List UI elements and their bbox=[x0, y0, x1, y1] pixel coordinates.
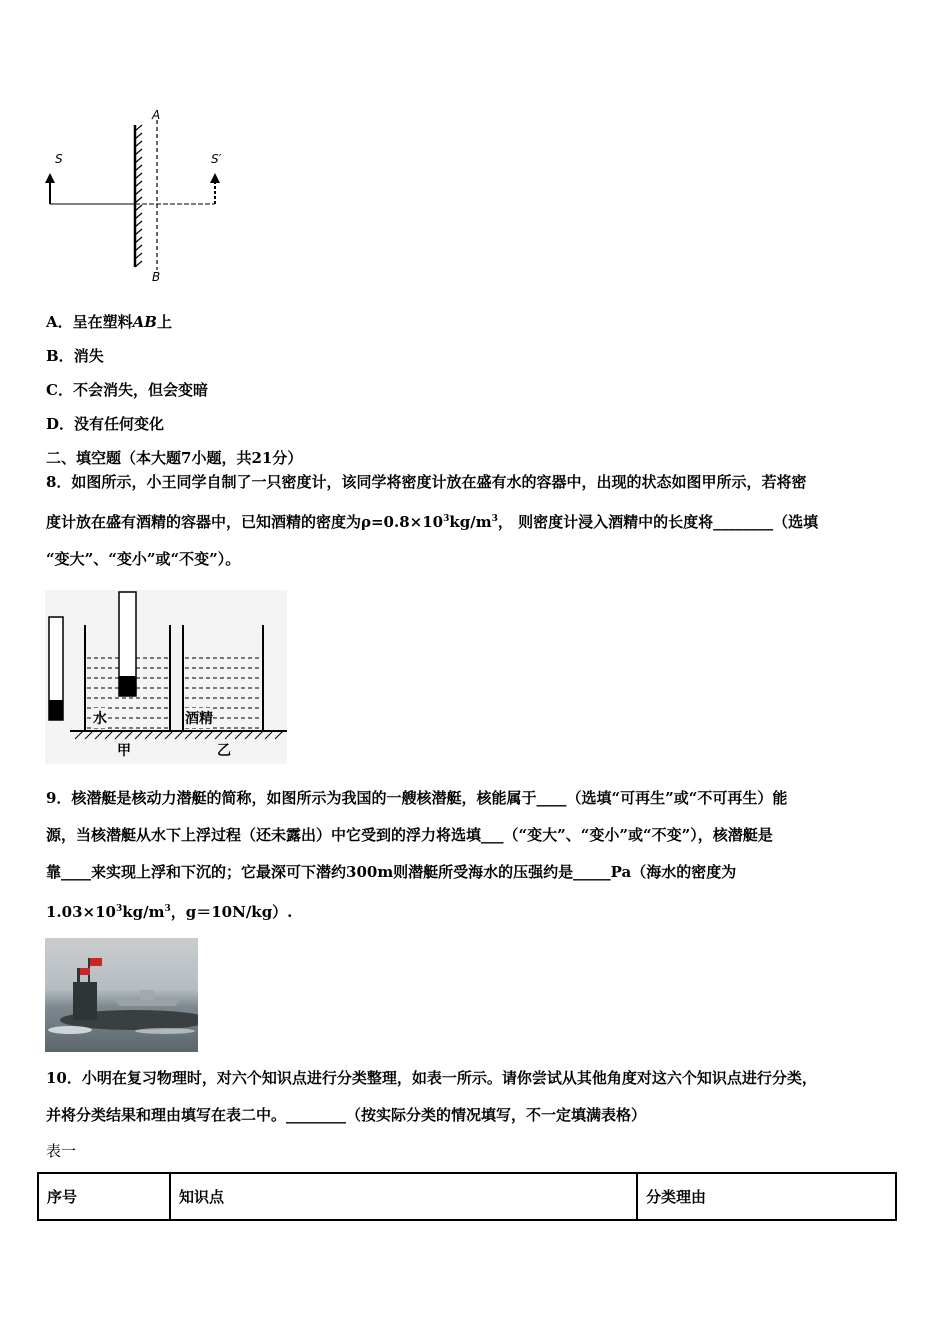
option-text: 上 bbox=[156, 313, 172, 331]
option-c bbox=[46, 379, 208, 400]
option-letter: B． bbox=[46, 347, 74, 365]
q8-line-1: 8．如图所示，小王同学自制了一只密度计，该同学将密度计放在盛有水的容器中，出现的状态如图甲所示，若将密 bbox=[46, 473, 807, 491]
section-heading: 二、填空题（本大题7小题，共21分） bbox=[46, 449, 303, 467]
figure-label-b: B bbox=[152, 270, 161, 284]
option-d bbox=[46, 413, 164, 434]
q9-line-3: 靠____来实现上浮和下沉的；它最深可下潜约300m则潜艇所受海水的压强约是_____Pa（海水的密度为 bbox=[46, 863, 737, 881]
option-text: 不会消失，但会变暗 bbox=[72, 381, 208, 399]
option-text-em: AB bbox=[132, 313, 157, 331]
question-9 bbox=[46, 780, 906, 931]
table-1 bbox=[37, 1172, 897, 1221]
table-caption: 表一 bbox=[46, 1142, 77, 1160]
table-header-row bbox=[38, 1173, 896, 1220]
option-b bbox=[46, 345, 104, 366]
plane-mirror-figure bbox=[40, 105, 240, 290]
header-cell-index: 序号 bbox=[38, 1173, 170, 1220]
q8-line-3: “变大”、“变小”或“不变”）。 bbox=[46, 550, 241, 568]
figure-label-s-prime: S′ bbox=[211, 152, 222, 166]
option-text: 消失 bbox=[73, 347, 104, 365]
header-cell-reason: 分类理由 bbox=[637, 1173, 896, 1220]
option-letter: D． bbox=[46, 415, 75, 433]
option-letter: A． bbox=[46, 313, 73, 331]
q9-line-2: 源，当核潜艇从水下上浮过程（还未露出）中它受到的浮力将选填___（“变大”、“变小”或“不变”），核潜艇是 bbox=[46, 826, 773, 844]
q9-line-1: 9．核潜艇是核动力潜艇的简称，如图所示为我国的一艘核潜艇，核能属于____（选填“可再生”或“不可再生）能 bbox=[46, 789, 788, 807]
label-yi: 乙 bbox=[217, 743, 231, 759]
figure-label-a: A bbox=[152, 108, 161, 122]
submarine-svg bbox=[45, 938, 198, 1052]
option-text: 呈在塑料 bbox=[72, 313, 133, 331]
q8-line-2: 度计放在盛有酒精的容器中，已知酒精的密度为$\rho=0.8\times 10^3kg/m^3$， 则密度计浸入酒精中的长度将________（选填 bbox=[46, 513, 819, 531]
hydrometer-figure bbox=[45, 590, 287, 764]
q10-line-1: 10．小明在复习物理时，对六个知识点进行分类整理，如表一所示。请你尝试从其他角度对这六个知识点进行分类， bbox=[46, 1069, 817, 1087]
question-8 bbox=[46, 464, 906, 578]
option-text: 没有任何变化 bbox=[74, 415, 165, 433]
question-10 bbox=[46, 1060, 906, 1134]
submarine-photo bbox=[45, 938, 198, 1052]
figure-label-s: S bbox=[55, 152, 63, 166]
option-letter: C． bbox=[46, 381, 73, 399]
q10-line-2: 并将分类结果和理由填写在表二中。________（按实际分类的情况填写，不一定填满表格） bbox=[46, 1106, 647, 1124]
label-water: 水 bbox=[93, 708, 107, 728]
option-a bbox=[46, 311, 172, 332]
q9-line-4: $1.03\times 10^3kg/m^3$，g＝10N/kg）. bbox=[46, 903, 293, 921]
hydrometer-figure-svg bbox=[45, 590, 287, 764]
label-jia: 甲 bbox=[117, 743, 131, 759]
header-cell-knowledge: 知识点 bbox=[170, 1173, 637, 1220]
label-alcohol: 酒精 bbox=[185, 708, 213, 728]
